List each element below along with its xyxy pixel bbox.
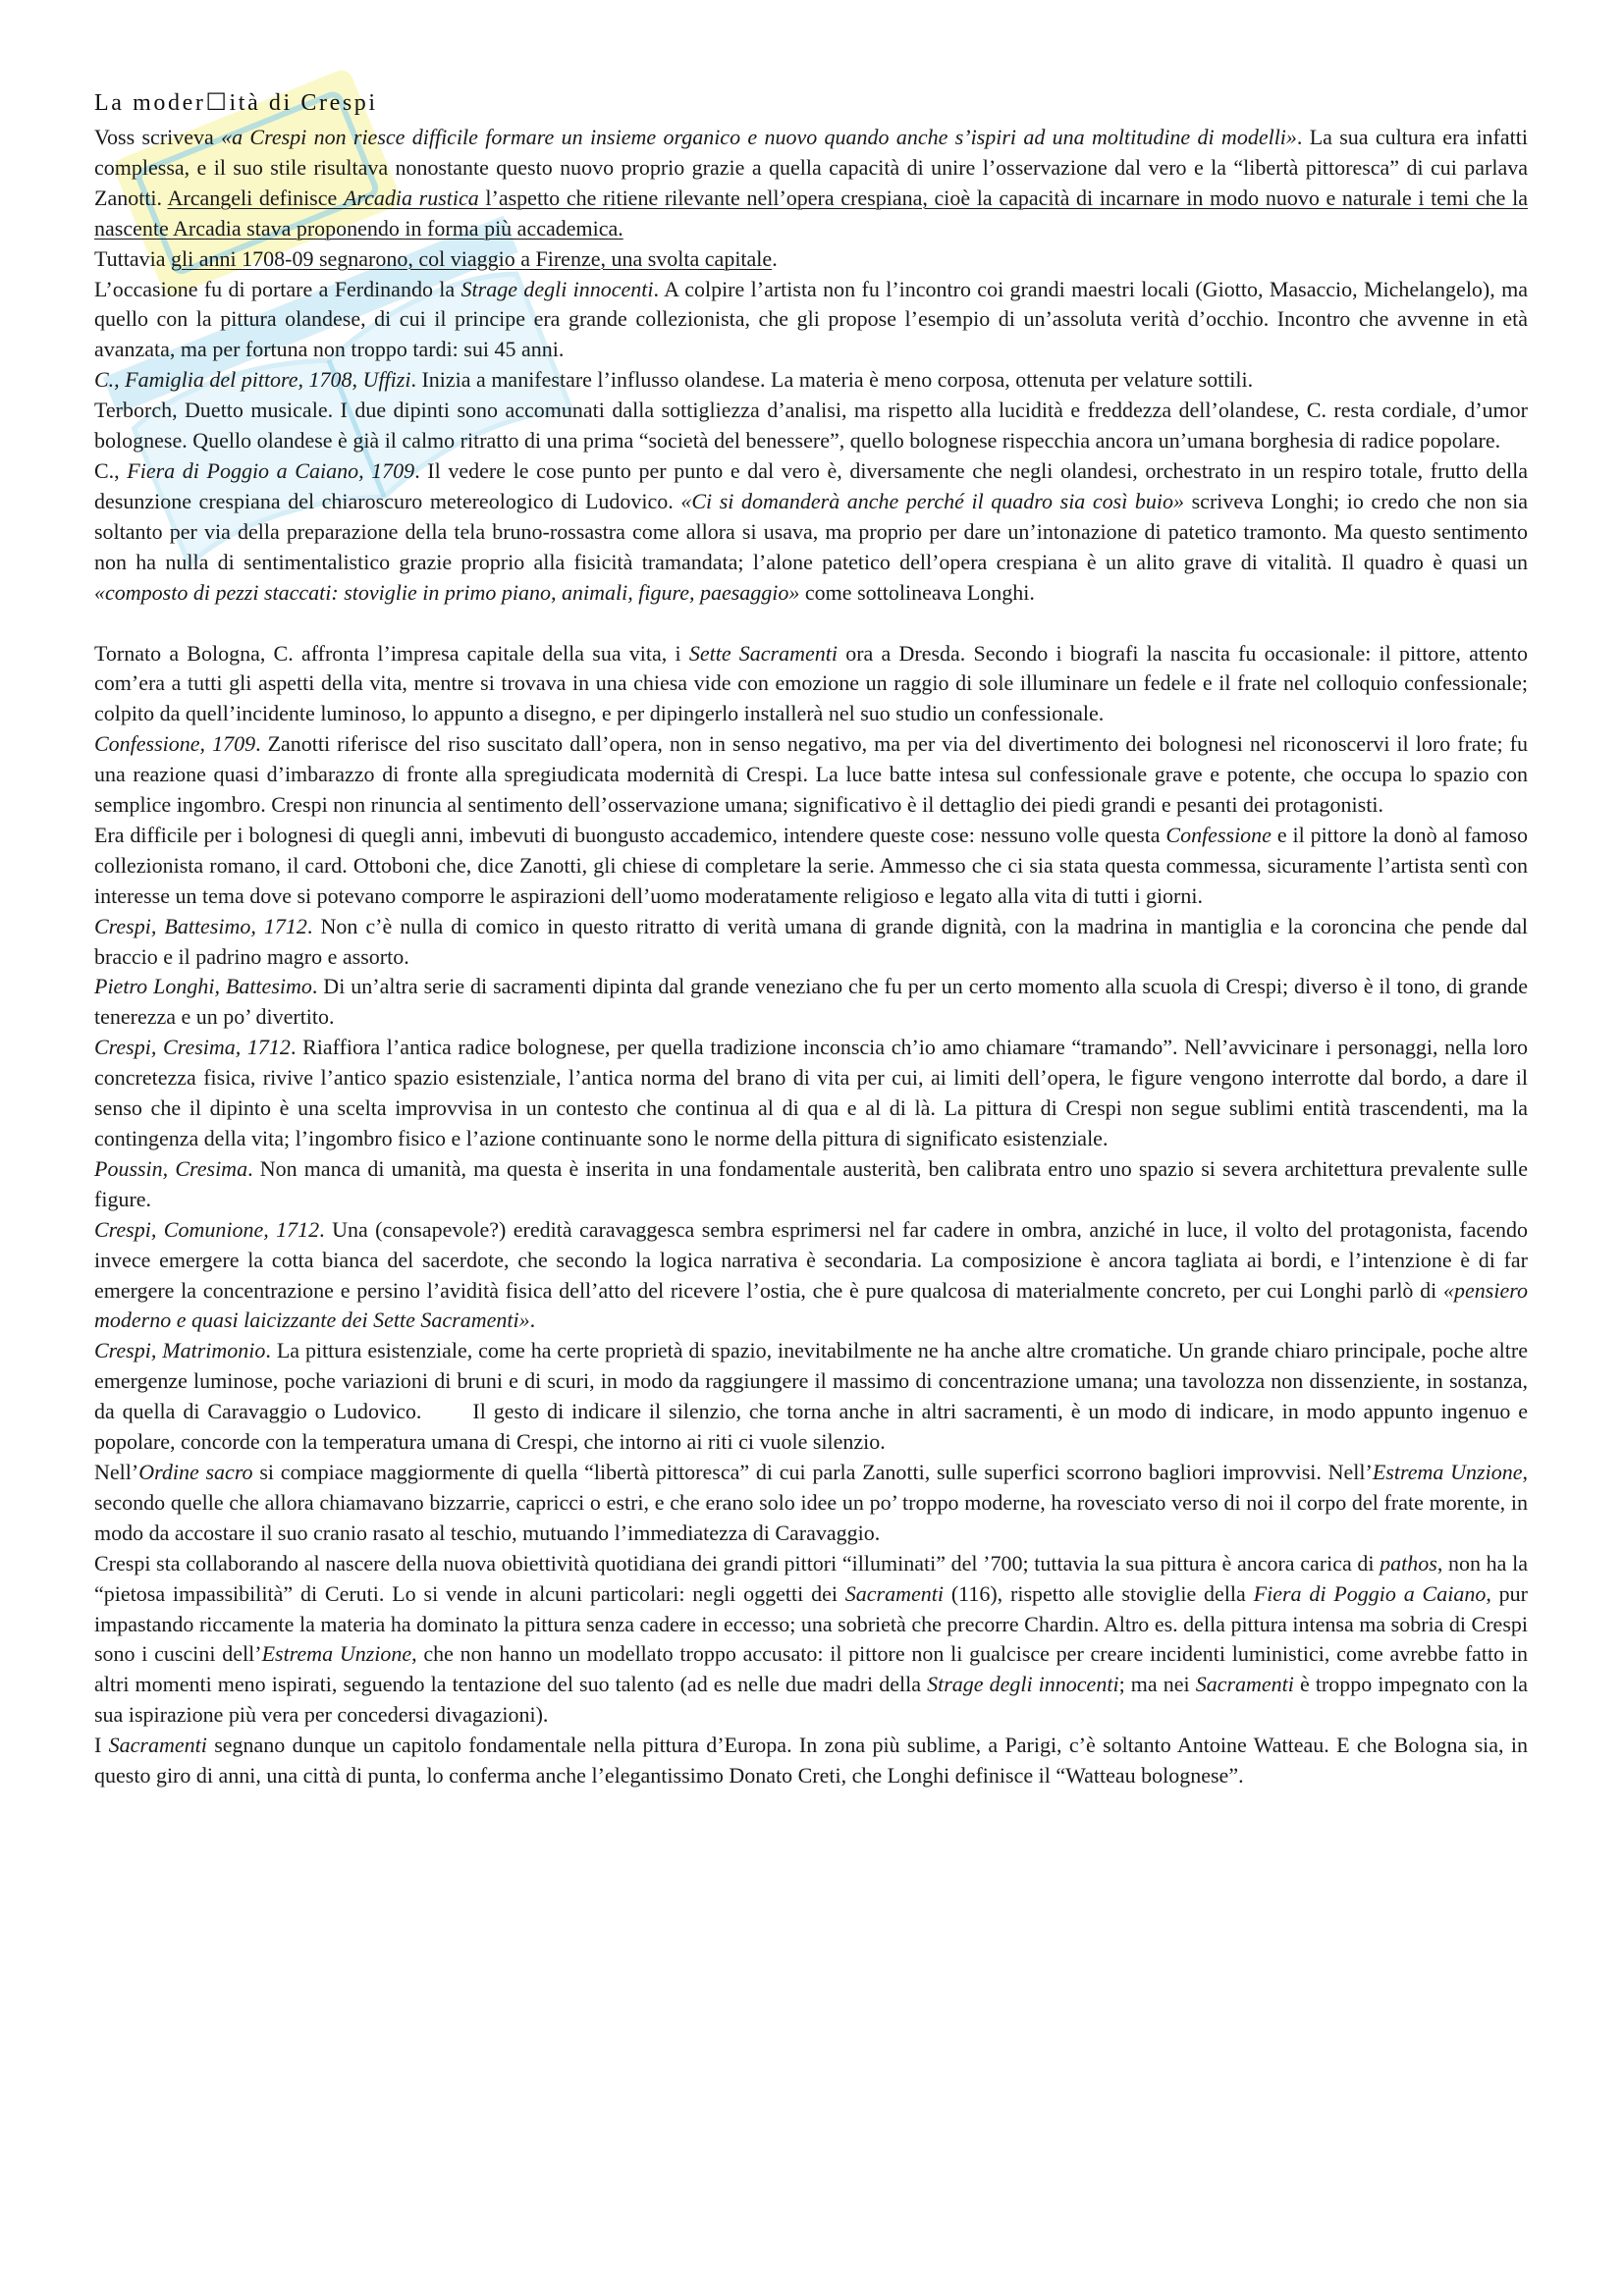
- text-run: . Non c’è nulla di comico in questo ritratto di verità umana di grande dignità, con la madrina in mantiglia e la coroncina che pende dal braccio e il padrino magro e assorto.: [94, 913, 1528, 969]
- text-run: Confessione, 1709: [94, 731, 256, 757]
- text-run: Crespi, Comunione, 1712: [94, 1216, 320, 1242]
- text-run: «pensiero moderno e quasi laicizzante dei Sette Sacramenti»: [94, 1277, 1528, 1333]
- text-run: Sette Sacramenti: [688, 640, 838, 666]
- text-run: pathos: [1380, 1550, 1437, 1575]
- text-run: Era difficile per i bolognesi di quegli anni, imbevuti di buongusto accademico, intendere queste cose: nessuno volle questa: [94, 822, 1166, 847]
- text-run: Crespi, Matrimonio: [94, 1338, 266, 1363]
- text-run: Terborch, Duetto musicale. I due dipinti sono accomunati dalla sottigliezza d’analisi, ma rispetto alla lucidità e freddezza dell’olandese, C. resta cordiale, d’umor bolognese. Quello olandese è già il calmo ritratto di una prima “società del benessere”, quello bolognese rispecchia ancora un’umana borghesia di radice popolare.: [94, 398, 1528, 454]
- paragraph: [94, 396, 1528, 456]
- text-run: Sacramenti: [1195, 1672, 1294, 1697]
- paragraph: [94, 1215, 1528, 1337]
- text-run: I: [94, 1733, 109, 1758]
- paragraph: [94, 972, 1528, 1033]
- text-run: Voss scriveva: [94, 125, 222, 149]
- paragraph: [94, 1154, 1528, 1215]
- paragraph: [94, 1731, 1528, 1791]
- paragraph: [94, 456, 1528, 609]
- text-run: . Una (consapevole?) eredità caravaggesca sembra esprimersi nel far cadere in ombra, anziché in luce, il volto del protagonista, facendo invece emergere la cotta bianca del sacerdote, che secondo la logica narrativa è secondaria. La composizione è ancora tagliata ai bordi, e l’intenzione è di far emergere la concentrazione e persino l’avidità fisica dell’atto del ricevere l’ostia, che è pure qualcosa di materialmente concreto, per cui Longhi parlò di: [94, 1216, 1528, 1303]
- text-run: «Ci si domanderà anche perché il quadro sia così buio»: [680, 488, 1185, 513]
- text-run: L’occasione fu di portare a Ferdinando la: [94, 276, 461, 301]
- text-run: Sacramenti: [844, 1580, 944, 1606]
- text-run: «composto di pezzi staccati: stoviglie in primo piano, animali, figure, paesaggio»: [94, 579, 800, 605]
- text-run: Crespi, Battesimo, 1712: [94, 913, 307, 938]
- paragraph: [94, 1458, 1528, 1549]
- text-run: gli anni 1708-09 segnarono, col viaggio a Firenze, una svolta capitale: [171, 245, 773, 271]
- text-run: «a Crespi non riesce difficile formare un insieme organico e nuovo quando anche s’ispiri ad una moltitudine di modelli»: [221, 125, 1297, 149]
- paragraph: [94, 1336, 1528, 1458]
- text-run: segnano dunque un capitolo fondamentale nella pittura d’Europa. In zona più sublime, a Parigi, c’è soltanto Antoine Watteau. E che Bologna sia, in questo giro di anni, una città di punta, lo conferma anche l’elegantissimo Donato Creti, che Longhi definisce il “Watteau bolognese”.: [94, 1733, 1528, 1789]
- text-run: .: [772, 245, 778, 271]
- text-run: .: [529, 1308, 536, 1333]
- text-run: Tornato a Bologna, C. affronta l’impresa capitale della sua vita, i: [94, 640, 689, 666]
- text-run: Crespi sta collaborando al nascere della nuova obiettività quotidiana dei grandi pittori “illuminati” del ’700; tuttavia la sua pittura è ancora carica di: [94, 1550, 1380, 1575]
- text-run: e il pittore la donò al famoso collezionista romano, il card. Ottoboni che, dice Zanotti, gli chiese di completare la serie. Ammesso che ci sia stata questa commessa, sicuramente l’artista sentì con interesse un tema dove si potevano comporre le aspirazioni dell’uomo moderatamente religioso e legato alla vita di tutti i giorni.: [94, 822, 1529, 908]
- text-run: come sottolineava Longhi.: [799, 579, 1035, 605]
- text-run: , non ha la “pietosa impassibilità” di Ceruti. Lo si vende in alcuni particolari: negli oggetti dei: [94, 1550, 1528, 1606]
- text-run: Sacramenti: [108, 1733, 207, 1758]
- paragraph: [94, 365, 1528, 396]
- text-run: Fiera di Poggio a Caiano: [1253, 1580, 1487, 1606]
- text-run: . Inizia a manifestare l’influsso olandese. La materia è meno corposa, ottenuta per velature sottili.: [410, 367, 1254, 393]
- text-run: . A colpire l’artista non fu l’incontro coi grandi maestri locali (Giotto, Masaccio, Michelangelo), ma quello con la pittura olandese, di cui il principe era grande collezionista, che gli propose l’esempio di un’assoluta verità d’occhio. Incontro che avvenne in età avanzata, ma per fortuna non troppo tardi: sui 45 anni.: [94, 276, 1528, 362]
- text-run: . Zanotti riferisce del riso suscitato dall’opera, non in senso negativo, ma per via del divertimento dei bolognesi nel riconoscervi il loro frate; fu una reazione quasi d’imbarazzo di fronte alla spregiudicata modernità di Crespi. La luce batte intesa sul confessionale grave e potente, che occupa lo spazio con semplice ingombro. Crespi non rinuncia al sentimento dell’osservazione umana; significativo è il dettaglio dei piedi grandi e pesanti dei protagonisti.: [94, 731, 1528, 818]
- text-run: è troppo impegnato con la sua ispirazione più vera per concedersi divagazioni).: [94, 1672, 1529, 1728]
- text-run: , pur impastando riccamente la materia ha dominato la pittura senza cadere in eccesso; una sobrietà che precorre Chardin. Altro es. della pittura intensa ma sobria di Crespi sono i cuscini dell’: [94, 1580, 1529, 1667]
- text-run: , secondo quelle che allora chiamavano bizzarrie, capricci o estri, e che erano solo idee un po’ troppo moderne, ha rovesciato verso di noi il corpo del frate morente, in modo da accostare il suo cranio rasato al teschio, mutuando l’immediatezza di Caravaggio.: [94, 1459, 1528, 1545]
- text-run: scriveva Longhi; io credo che non sia soltanto per via della preparazione della tela bruno-rossastra come allora si usava, ma proprio per dare un’intonazione di patetico tramonto. Ma questo sentimento non ha nulla di sentimentalistico grazie proprio alla fisicità tramandata; l’alone patetico dell’opera crespiana è un alito grave di vitalità. Il quadro è quasi un: [94, 488, 1528, 574]
- paragraph: [94, 729, 1528, 821]
- text-run: . Non manca di umanità, ma questa è inserita in una fondamentale austerità, ben calibrata entro uno spazio si severa architettura prevalente sulle figure.: [94, 1155, 1528, 1211]
- text-run: si compiace maggiormente di quella “libertà pittoresca” di cui parla Zanotti, sulle superfici scorrono bagliori improvvisi. Nell’: [252, 1459, 1373, 1484]
- paragraph: [94, 1549, 1528, 1731]
- text-run: Arcadia rustica: [343, 185, 479, 210]
- text-run: , che non hanno un modellato troppo accusato: il pittore non li gualcisce per creare incidenti luministici, come avrebbe fatto in altri momenti meno ispirati, seguendo la tentazione del suo talento (ad es nelle due madri della: [94, 1641, 1529, 1697]
- text-run: Fiera di Poggio a Caiano, 1709: [127, 457, 415, 483]
- paragraph: [94, 244, 1528, 275]
- paragraph: [94, 639, 1528, 730]
- paragraph: [94, 123, 1528, 244]
- text-run: Strage degli innocenti: [927, 1672, 1119, 1697]
- text-run: . La pittura esistenziale, come ha certe proprietà di spazio, inevitabilmente ne ha anche altre cromatiche. Un grande chiaro principale, poche altre emergenze luminose, poche variazioni di bruni e di scuri, in modo da raggiungere il massimo di concentrazione umana; una tavolozza non dissenziente, in sostanza, da quella di Caravaggio o Ludovico.: [94, 1338, 1528, 1424]
- text-run: ; ma nei: [1118, 1672, 1196, 1697]
- paragraph: [94, 912, 1528, 973]
- text-run: ora a Dresda. Secondo i biografi la nascita fu occasionale: il pittore, attento com’era a tutti gli aspetti della vita, mentre si trovava in una chiesa vide con emozione un raggio di sole illuminare un fedele e il frate nel colloquio confessionale; colpito da quell’incidente luminoso, lo appunto a disegno, e per dipingerlo installerà nel suo studio un confessionale.: [94, 640, 1528, 726]
- text-run: Nell’: [94, 1459, 139, 1484]
- text-run: . La sua cultura era infatti complessa, e il suo stile risultava nonostante questo nuovo proprio grazie a quella capacità di unire l’osservazione dal vero e la “libertà pittoresca” di cui parlava Zanotti.: [94, 125, 1528, 210]
- text-run: Pietro Longhi, Battesimo: [94, 974, 312, 999]
- paragraph: [94, 821, 1528, 912]
- text-run: Crespi, Cresima, 1712: [94, 1035, 291, 1060]
- text-run: Strage degli innocenti: [460, 276, 654, 301]
- text-run: C.,: [94, 457, 128, 483]
- document-title: La moder☐ità di Crespi: [94, 90, 378, 116]
- text-run: . Riaffiora l’antica radice bolognese, per quella tradizione inconscia ch’io amo chiamare “tramando”. Nell’avvicinare i personaggi, nella loro concretezza fisica, rivive l’antico spazio esistenziale, l’antica norma del brano di vita per cui, ai limiti dell’opera, le figure vengono interrotte dal bordo, a dare il senso che il dipinto è una scelta improvvisa in un contesto che continua al di qua e al di là. La pittura di Crespi non segue sublimi entità trascendenti, ma la contingenza della vita; l’ingombro fisico e l’azione continuante sono le norme della pittura di significato esistenziale.: [94, 1035, 1528, 1150]
- text-run: Il gesto di indicare il silenzio, che torna anche in altri sacramenti, è un modo di indicare, in modo appunto ingenuo e popolare, concorde con la temperatura umana di Crespi, che intorno ai riti ci vuole silenzio.: [94, 1399, 1528, 1455]
- text-run: (116), rispetto alle stoviglie della: [944, 1580, 1254, 1606]
- text-run: Estrema Unzione: [261, 1641, 412, 1667]
- text-run: Arcangeli definisce: [167, 185, 344, 210]
- text-run: . Il vedere le cose punto per punto e dal vero è, diversamente che negli olandesi, orchestrato in un respiro totale, frutto della desunzione crespiana del chiaroscuro metereologico di Ludovico.: [94, 457, 1529, 513]
- text-run: Confessione: [1165, 822, 1272, 847]
- text-run: C., Famiglia del pittore, 1708, Uffizi: [94, 367, 411, 393]
- document-page: [94, 88, 1528, 1791]
- paragraph: [94, 275, 1528, 366]
- text-run: Estrema Unzione: [1372, 1459, 1523, 1484]
- text-run: Poussin, Cresima: [94, 1155, 248, 1181]
- text-run: Ordine sacro: [138, 1459, 253, 1484]
- text-run: Tuttavia: [94, 245, 172, 271]
- text-run: . Di un’altra serie di sacramenti dipinta dal grande veneziano che fu per un certo momento alla scuola di Crespi; diverso è il tono, di grande tenerezza e un po’ divertito.: [94, 974, 1528, 1030]
- paragraph: [94, 1033, 1528, 1154]
- text-run: l’aspetto che ritiene rilevante nell’opera crespiana, cioè la capacità di incarnare in modo nuovo e naturale i temi che la nascente Arcadia stava proponendo in forma più accademica.: [94, 185, 1528, 240]
- document-body: [94, 123, 1528, 1791]
